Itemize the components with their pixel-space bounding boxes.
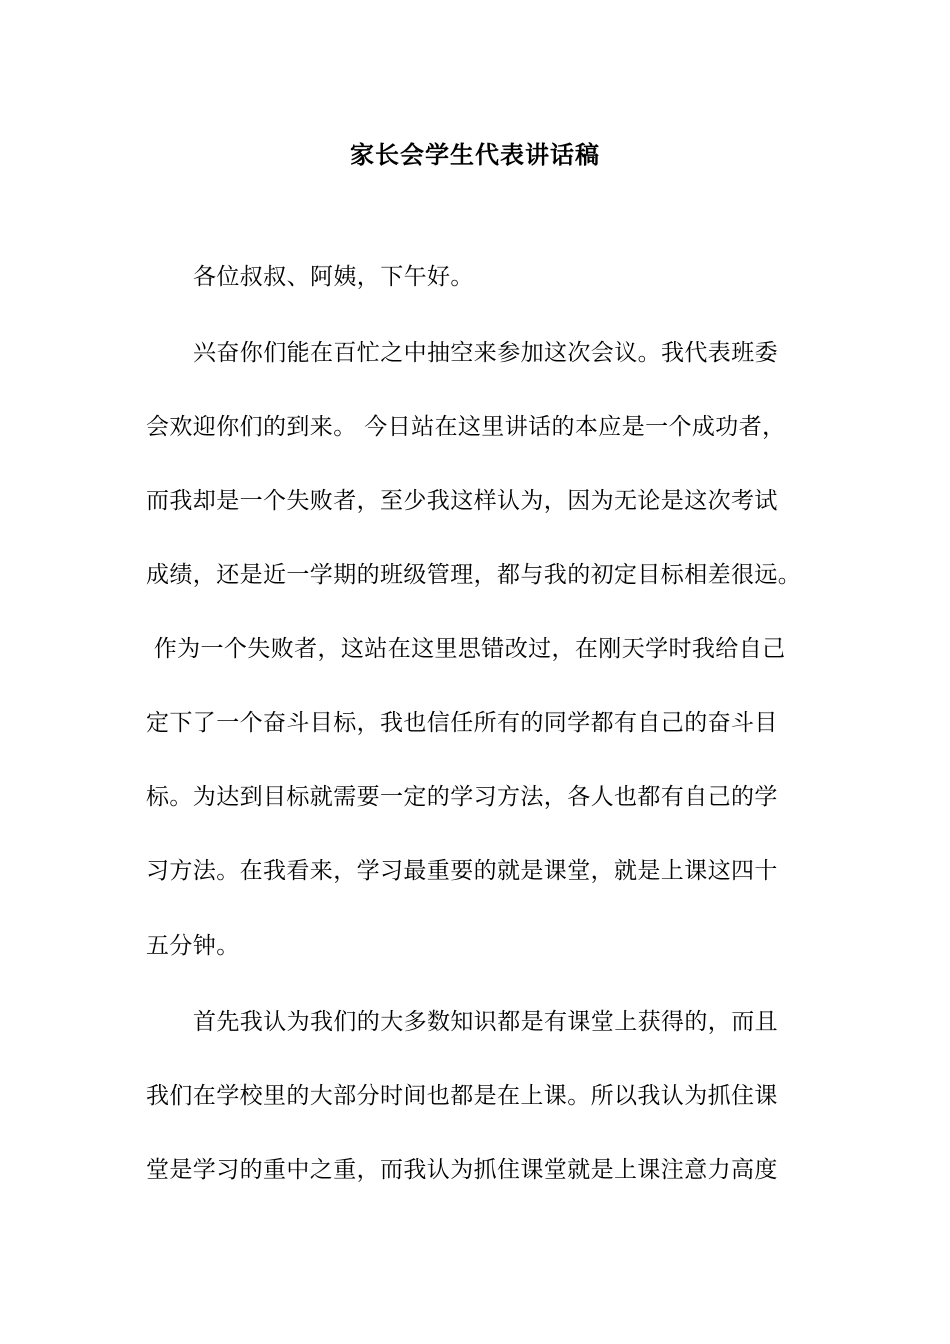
paragraph-line: 五分钟。	[146, 933, 240, 959]
paragraph-line: 习方法。在我看来，学习最重要的就是课堂，就是上课这四十	[146, 858, 778, 884]
paragraph-line: 各位叔叔、阿姨，下午好。	[193, 264, 474, 290]
paragraph-line: 而我却是一个失败者，至少我这样认为，因为无论是这次考试	[146, 488, 778, 514]
paragraph-line: 定下了一个奋斗目标，我也信任所有的同学都有自己的奋斗目	[146, 710, 778, 736]
paragraph-line: 兴奋你们能在百忙之中抽空来参加这次会议。我代表班委	[193, 340, 778, 366]
paragraph-line: 首先我认为我们的大多数知识都是有课堂上获得的，而且	[193, 1009, 778, 1035]
paragraph-line: 成绩，还是近一学期的班级管理，都与我的初定目标相差很远。	[146, 562, 802, 588]
paragraph-line: 会欢迎你们的到来。 今日站在这里讲话的本应是一个成功者，	[146, 414, 786, 440]
paragraph-line: 我们在学校里的大部分时间也都是在上课。所以我认为抓住课	[146, 1083, 778, 1109]
paragraph-line: 作为一个失败者，这站在这里思错改过，在刚天学时我给自己	[146, 636, 786, 662]
document-title: 家长会学生代表讲话稿	[350, 140, 600, 169]
paragraph-line: 堂是学习的重中之重，而我认为抓住课堂就是上课注意力高度	[146, 1157, 778, 1183]
paragraph-line: 标。为达到目标就需要一定的学习方法，各人也都有自己的学	[146, 784, 778, 810]
